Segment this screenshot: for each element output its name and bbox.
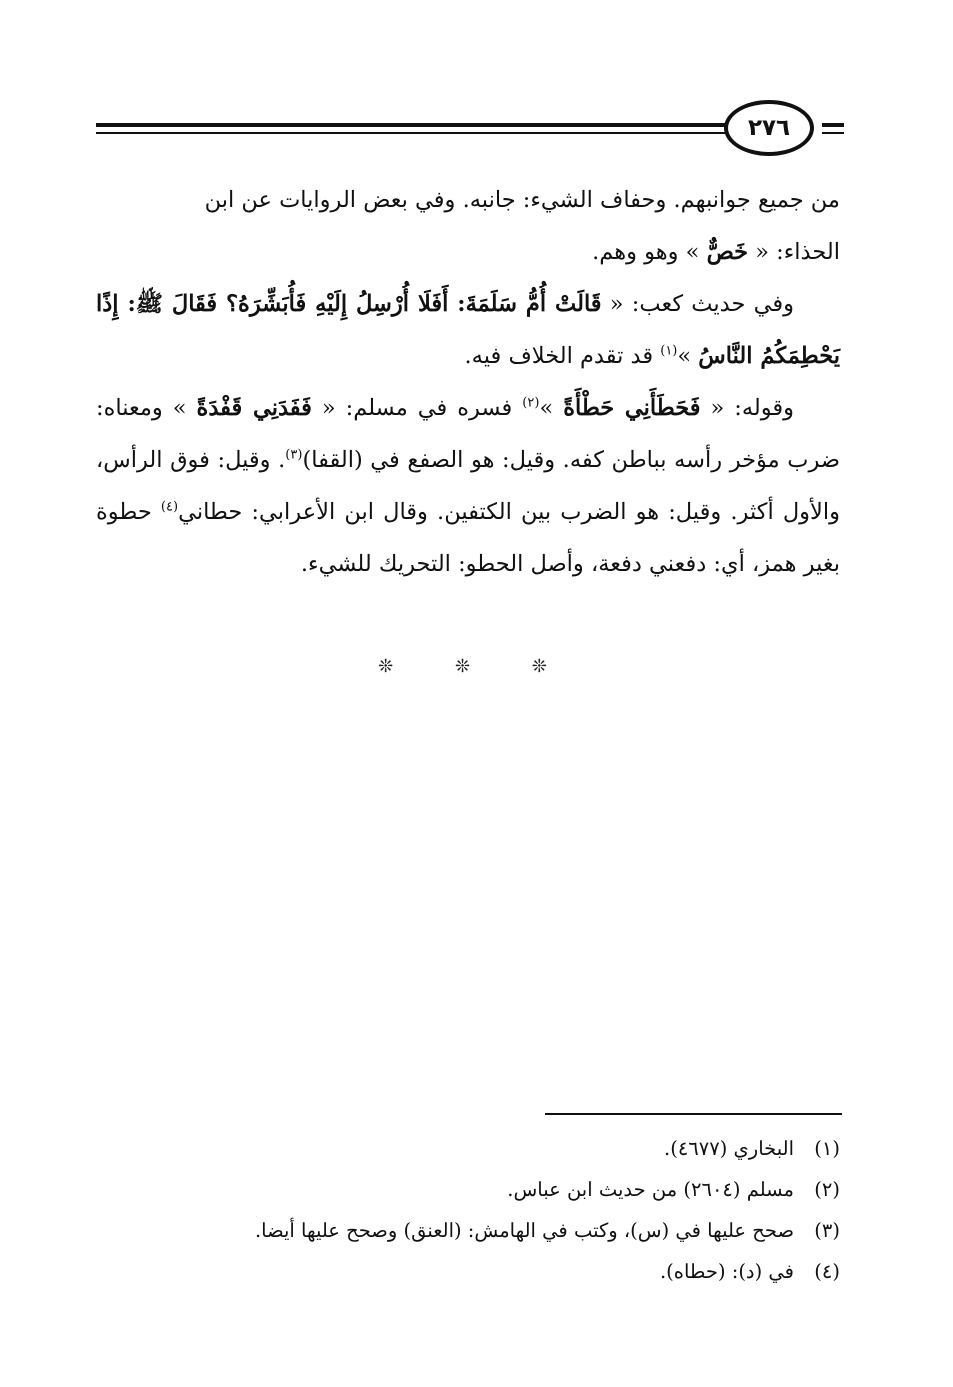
- quoted-word: خَصٌّ: [706, 239, 749, 265]
- text: فسره في مسلم: «: [311, 395, 523, 421]
- text: . وقيل: فوق الرأس، والأول أكثر. وقيل: هو الضرب بين الكتفين. وقال ابن الأعرابي: حطاني: [96, 447, 840, 525]
- hadith-quote: قَالَتْ أُمُّ سَلَمَةَ: أَفَلَا أُرْسِلُ إِلَيْهِ فَأُبَشِّرَهُ؟ فَقَالَ ﷺ: إِذًا يَحْطِمَكُمُ النَّاسُ: [96, 291, 840, 369]
- footnote-number: (٢): [814, 1178, 840, 1201]
- text: الحذاء: «: [748, 239, 840, 265]
- footnote: [150, 1251, 840, 1292]
- footnote-ref: (٣): [285, 447, 303, 463]
- footnote-number: (٣): [814, 1219, 840, 1242]
- text: قد تقدم الخلاف فيه.: [464, 343, 661, 369]
- page-number: ٢٧٦: [724, 100, 814, 156]
- footnote-number: (٤): [814, 1260, 840, 1283]
- text: وفي حديث كعب: «: [601, 291, 794, 317]
- footnote-ref: (٢): [522, 395, 540, 411]
- footnote-text: مسلم (٢٦٠٤) من حديث ابن عباس.: [507, 1178, 794, 1201]
- text: »: [677, 343, 699, 369]
- footnote: [150, 1128, 840, 1169]
- hadith-quote: فَحَطَأَنِي حَطْأَةً: [563, 395, 701, 421]
- text: حطوة بغير همز، أي: دفعني دفعة، وأصل الحطو: التحريك للشيء.: [96, 499, 840, 577]
- text: »: [539, 395, 564, 421]
- text: وقوله: «: [700, 395, 794, 421]
- paragraph: [96, 278, 840, 382]
- main-text: [96, 174, 840, 590]
- footnote-divider: [545, 1113, 842, 1115]
- page-header: [96, 96, 844, 160]
- footnote: [150, 1169, 840, 1210]
- paragraph: [96, 174, 840, 278]
- footnotes: [150, 1128, 840, 1292]
- header-rule: [822, 132, 844, 134]
- text: من جميع جوانبهم. وحفاف الشيء: جانبه. وفي بعض الروايات عن ابن: [204, 187, 840, 213]
- header-rule: [96, 123, 726, 127]
- footnote-text: البخاري (٤٦٧٧).: [664, 1137, 794, 1160]
- header-rule: [822, 123, 844, 127]
- footnote-text: صحح عليها في (س)، وكتب في الهامش: (العنق) وصحح عليها أيضا.: [254, 1219, 794, 1242]
- footnote-ref: (٤): [160, 499, 179, 515]
- footnote: [150, 1210, 840, 1251]
- text: » ومعناه: ضرب مؤخر رأسه بباطن كفه. وقيل: هو الصفع في (القفا): [96, 395, 841, 473]
- header-rule: [96, 132, 726, 134]
- footnote-ref: (١): [660, 343, 678, 359]
- text: » وهو وهم.: [592, 239, 707, 265]
- hadith-quote: فَفَدَنِي قَفْدَةً: [196, 395, 312, 421]
- footnote-number: (١): [814, 1137, 840, 1160]
- paragraph: [96, 382, 840, 590]
- section-separator: ❊ ❊ ❊: [378, 656, 575, 677]
- footnote-text: في (د): (حطاه).: [659, 1260, 794, 1283]
